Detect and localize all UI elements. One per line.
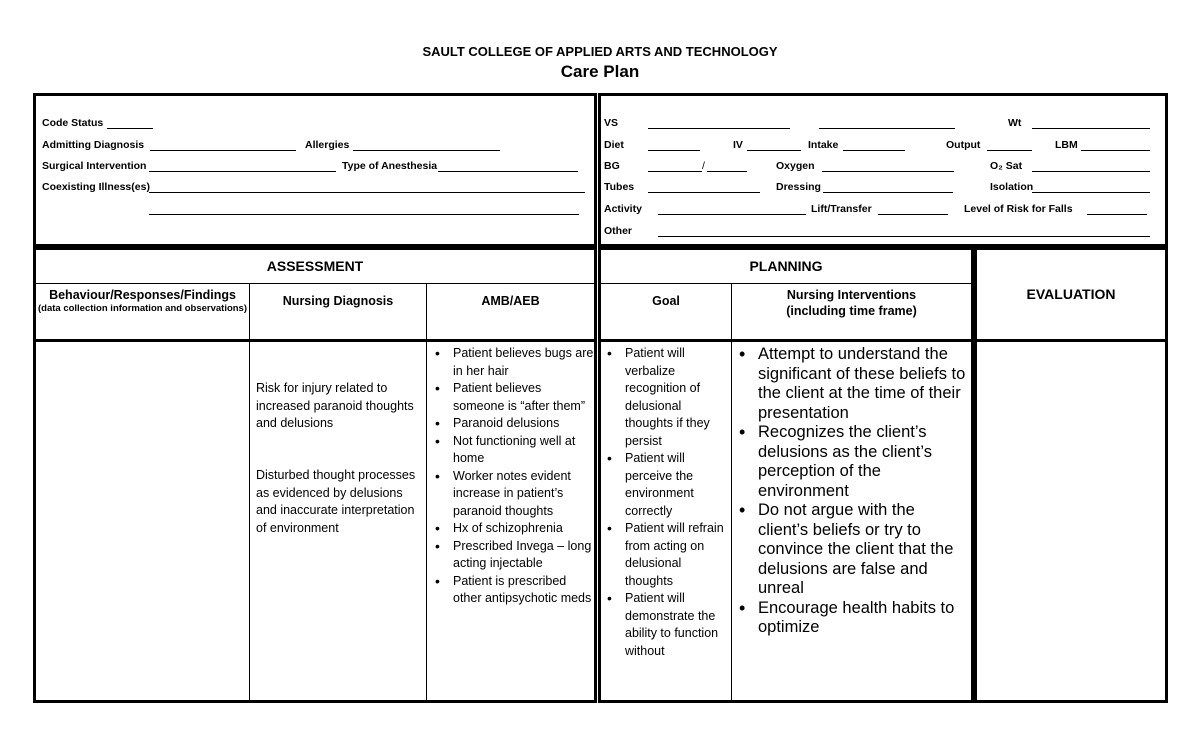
dressing-label: Dressing: [776, 181, 821, 193]
coexisting-illness-label: Coexisting Illness(es): [42, 181, 150, 193]
list-item: • Patient will verbalize recognition of delusional thoughts if they persist: [603, 345, 731, 450]
surgical-intervention-field[interactable]: [149, 171, 336, 172]
institution-name: SAULT COLLEGE OF APPLIED ARTS AND TECHNOLOGY: [422, 44, 778, 59]
type-of-anesthesia-field[interactable]: [438, 171, 578, 172]
oxygen-field[interactable]: [822, 171, 954, 172]
iv-label: IV: [733, 139, 743, 151]
behaviour-column-header: [36, 287, 249, 315]
admitting-diagnosis-field[interactable]: [150, 150, 296, 151]
list-item: • Hx of schizophrenia: [431, 520, 595, 538]
list-item: • Patient will perceive the environment correctly: [603, 450, 731, 520]
assessment-title: ASSESSMENT: [266, 258, 364, 274]
evaluation-section: [974, 247, 1168, 703]
amb-list: [431, 345, 595, 608]
isolation-field[interactable]: [1032, 192, 1150, 193]
vs-label: VS: [604, 117, 619, 129]
planning-col-divider: [731, 284, 732, 700]
allergies-field[interactable]: [353, 150, 500, 151]
interventions-header-sub: (including time frame): [786, 304, 917, 318]
list-item: • Encourage health habits to optimize: [736, 599, 968, 638]
list-item: • Prescribed Invega – long acting injectable: [431, 538, 595, 573]
vs-field-1[interactable]: [648, 128, 790, 129]
evaluation-header-divider: [974, 339, 1168, 342]
nursing-diagnosis-1: Risk for injury related to increased paranoid thoughts and delusions: [256, 381, 414, 430]
oxygen-label: Oxygen: [776, 160, 815, 172]
list-item: • Do not argue with the client’s beliefs or try to convince the client that the delusions are false and unreal: [736, 501, 968, 599]
wt-label: Wt: [1008, 117, 1022, 129]
allergies-label: Allergies: [305, 139, 350, 151]
list-item: • Patient will demonstrate the ability to function without: [603, 590, 731, 660]
tubes-field[interactable]: [648, 192, 760, 193]
intake-field[interactable]: [843, 150, 905, 151]
lift-transfer-field[interactable]: [878, 214, 948, 215]
activity-label: Activity: [604, 203, 642, 215]
o2-sat-label: O₂ Sat: [990, 160, 1023, 172]
output-label: Output: [946, 139, 981, 151]
behaviour-header-label: Behaviour/Responses/Findings: [49, 288, 236, 302]
lbm-label: LBM: [1055, 139, 1078, 151]
diet-field[interactable]: [648, 150, 700, 151]
list-item: • Patient is prescribed other antipsychotic meds: [431, 573, 595, 608]
list-item: • Recognizes the client’s delusions as the client’s perception of the environment: [736, 423, 968, 501]
other-label: Other: [604, 225, 633, 237]
risk-falls-label: Level of Risk for Falls: [964, 203, 1073, 215]
vitals-info-box: [598, 93, 1168, 247]
list-item: • Patient believes bugs are in her hair: [431, 345, 595, 380]
list-item: • Paranoid delusions: [431, 415, 595, 433]
interventions-list: [736, 345, 968, 638]
nursing-diagnosis-2: Disturbed thought processes as evidenced by delusions and inaccurate interpretation of environment: [256, 468, 416, 535]
other-field[interactable]: [658, 236, 1150, 237]
interventions-column-header: [732, 287, 971, 319]
isolation-label: Isolation: [990, 181, 1034, 193]
assessment-title-divider: [36, 283, 594, 284]
patient-info-box: [33, 93, 597, 247]
assessment-header-divider: [33, 339, 597, 342]
coexisting-illness-field[interactable]: [149, 192, 585, 193]
activity-field[interactable]: [658, 214, 806, 215]
goals-list: [603, 345, 731, 660]
bg-field-1[interactable]: [648, 171, 702, 172]
nursing-diagnosis-header: Nursing Diagnosis: [282, 294, 394, 308]
lbm-field[interactable]: [1081, 150, 1150, 151]
intake-label: Intake: [808, 139, 839, 151]
dressing-field[interactable]: [823, 192, 953, 193]
code-status-field[interactable]: [107, 128, 153, 129]
o2-sat-field[interactable]: [1032, 171, 1150, 172]
list-item: • Patient believes someone is “after them”: [431, 380, 595, 415]
list-item: • Patient will refrain from acting on delusional thoughts: [603, 520, 731, 590]
behaviour-header-sub: (data collection information and observations): [37, 303, 248, 314]
lift-transfer-label: Lift/Transfer: [811, 203, 872, 215]
iv-field[interactable]: [747, 150, 801, 151]
surgical-intervention-label: Surgical Intervention: [42, 160, 147, 172]
wt-field[interactable]: [1032, 128, 1150, 129]
planning-title: PLANNING: [749, 258, 823, 274]
coexisting-illness-field-2[interactable]: [149, 214, 579, 215]
output-field[interactable]: [987, 150, 1032, 151]
list-item: • Attempt to understand the significant of these beliefs to the client at the time of their presentation: [736, 345, 968, 423]
risk-falls-field[interactable]: [1087, 214, 1147, 215]
admitting-diagnosis-label: Admitting Diagnosis: [42, 139, 145, 151]
page-title: Care Plan: [560, 62, 640, 81]
goal-header: Goal: [652, 294, 680, 308]
assessment-col-divider-1: [249, 284, 250, 700]
planning-header-divider: [598, 339, 974, 342]
code-status-label: Code Status: [42, 117, 104, 129]
list-item: • Not functioning well at home: [431, 433, 595, 468]
vs-field-2[interactable]: [819, 128, 955, 129]
diet-label: Diet: [604, 139, 624, 151]
list-item: • Worker notes evident increase in patient’s paranoid thoughts: [431, 468, 595, 521]
bg-separator: /: [702, 160, 705, 172]
bg-field-2[interactable]: [707, 171, 747, 172]
amb-aeb-header: AMB/AEB: [481, 294, 540, 308]
bg-label: BG: [604, 160, 620, 172]
tubes-label: Tubes: [604, 181, 635, 193]
type-of-anesthesia-label: Type of Anesthesia: [342, 160, 438, 172]
planning-title-divider: [601, 283, 971, 284]
evaluation-title: EVALUATION: [1026, 286, 1116, 302]
assessment-col-divider-2: [426, 284, 427, 700]
interventions-header-label: Nursing Interventions: [786, 288, 917, 302]
